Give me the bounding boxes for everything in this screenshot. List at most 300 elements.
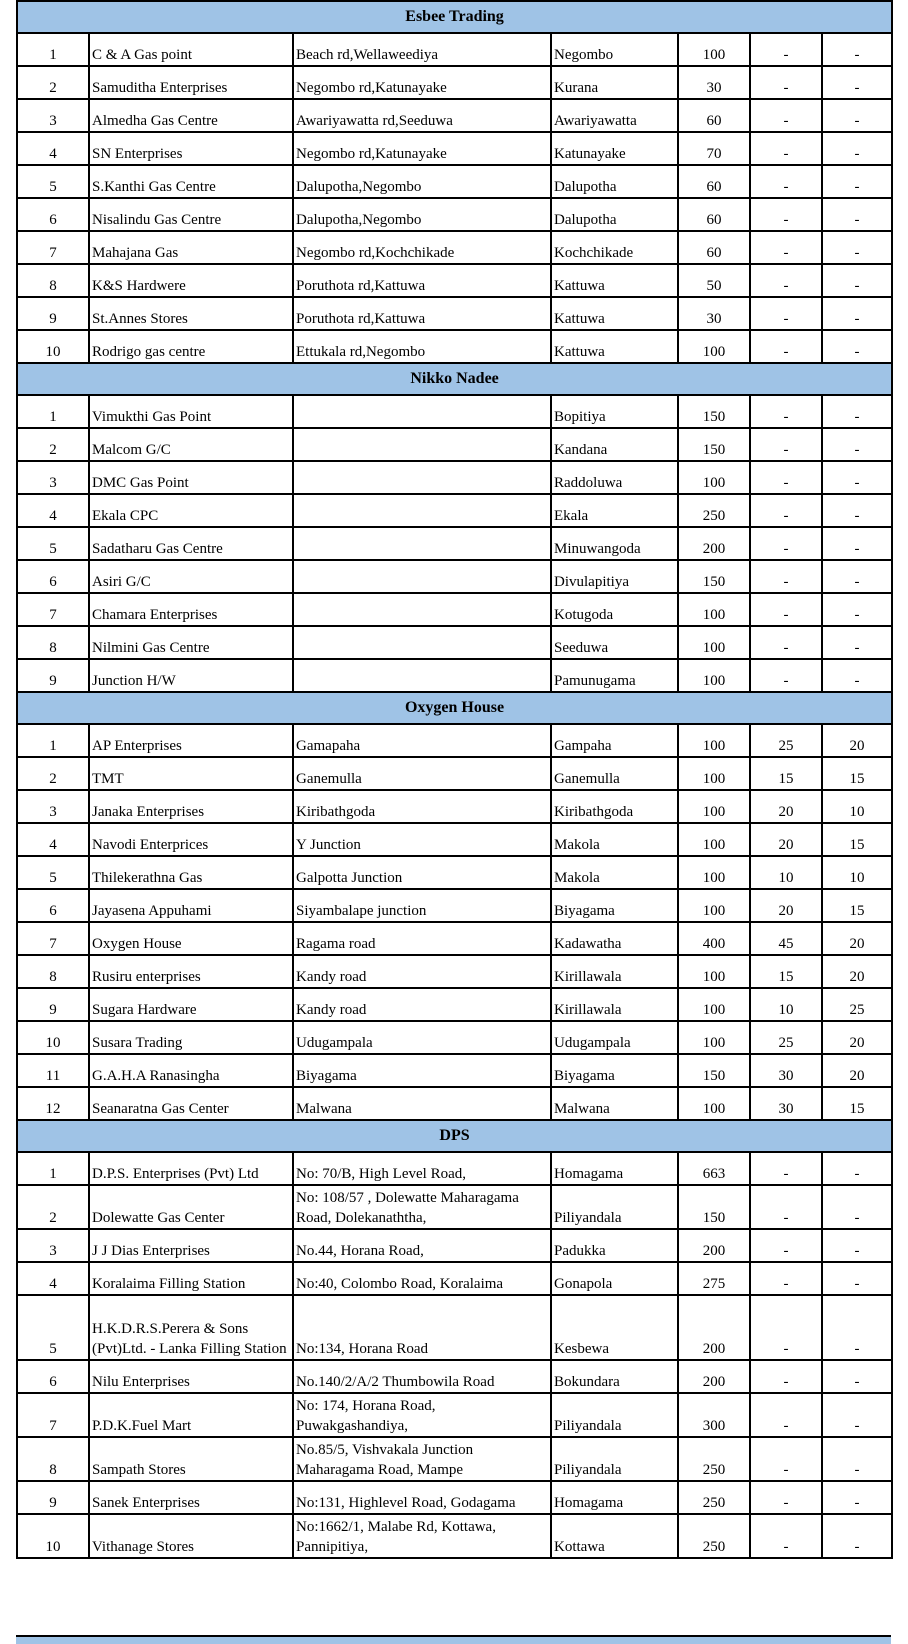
table-row (17, 1393, 892, 1437)
row-number: 9 (17, 1481, 89, 1514)
value-b: - (822, 659, 892, 692)
value-b: 20 (822, 1021, 892, 1054)
table-row (17, 132, 892, 165)
value-b: - (822, 1185, 892, 1229)
table-row (17, 165, 892, 198)
dealer-name: Sugara Hardware (89, 988, 293, 1021)
dealer-town: Bokundara (551, 1360, 678, 1393)
dealer-address (293, 560, 551, 593)
value-b: - (822, 99, 892, 132)
value-a: - (750, 165, 822, 198)
value-b: - (822, 1262, 892, 1295)
row-number: 4 (17, 1262, 89, 1295)
dealer-name: Thilekerathna Gas (89, 856, 293, 889)
row-number: 2 (17, 428, 89, 461)
section-header (17, 1120, 892, 1152)
value-a: 25 (750, 1021, 822, 1054)
value-b: - (822, 395, 892, 428)
dealer-name: Janaka Enterprises (89, 790, 293, 823)
dealer-name: Dolewatte Gas Center (89, 1185, 293, 1229)
table-row (17, 395, 892, 428)
table-row (17, 790, 892, 823)
row-number: 4 (17, 132, 89, 165)
table-row (17, 955, 892, 988)
dealer-name: Mahajana Gas (89, 231, 293, 264)
quantity: 100 (678, 757, 750, 790)
row-number: 3 (17, 461, 89, 494)
row-number: 5 (17, 527, 89, 560)
dealer-address: No.85/5, Vishvakala Junction Maharagama Road, Mampe (293, 1437, 551, 1481)
row-number: 1 (17, 33, 89, 66)
value-b: 20 (822, 955, 892, 988)
dealer-table (16, 0, 893, 1559)
dealer-name: SN Enterprises (89, 132, 293, 165)
table-row (17, 1514, 892, 1558)
dealer-town: Minuwangoda (551, 527, 678, 560)
value-a: - (750, 198, 822, 231)
row-number: 3 (17, 99, 89, 132)
quantity: 150 (678, 428, 750, 461)
value-b: - (822, 494, 892, 527)
value-b: 20 (822, 724, 892, 757)
value-b: - (822, 231, 892, 264)
dealer-town: Kattuwa (551, 264, 678, 297)
dealer-address: Y Junction (293, 823, 551, 856)
table-row (17, 264, 892, 297)
row-number: 6 (17, 198, 89, 231)
dealer-town: Kattuwa (551, 330, 678, 363)
dealer-name: Seanaratna Gas Center (89, 1087, 293, 1120)
dealer-address: No: 174, Horana Road, Puwakgashandiya, (293, 1393, 551, 1437)
value-b: - (822, 1514, 892, 1558)
table-row (17, 1262, 892, 1295)
quantity: 275 (678, 1262, 750, 1295)
value-a: - (750, 1262, 822, 1295)
table-row (17, 724, 892, 757)
dealer-address: No:40, Colombo Road, Koralaima (293, 1262, 551, 1295)
dealer-town: Makola (551, 856, 678, 889)
row-number: 9 (17, 659, 89, 692)
dealer-name: St.Annes Stores (89, 297, 293, 330)
quantity: 100 (678, 593, 750, 626)
dealer-town: Kiribathgoda (551, 790, 678, 823)
dealer-address: Ettukala rd,Negombo (293, 330, 551, 363)
row-number: 10 (17, 1514, 89, 1558)
value-a: - (750, 1152, 822, 1185)
dealer-town: Kirillawala (551, 955, 678, 988)
table-row (17, 1229, 892, 1262)
dealer-name: TMT (89, 757, 293, 790)
value-b: - (822, 560, 892, 593)
dealer-town: Kesbewa (551, 1295, 678, 1360)
dealer-address: Gamapaha (293, 724, 551, 757)
dealer-address: No.44, Horana Road, (293, 1229, 551, 1262)
value-a: - (750, 461, 822, 494)
dealer-address (293, 626, 551, 659)
value-a: 30 (750, 1087, 822, 1120)
value-a: - (750, 231, 822, 264)
dealer-town: Kirillawala (551, 988, 678, 1021)
dealer-address (293, 428, 551, 461)
row-number: 5 (17, 856, 89, 889)
dealer-address: Poruthota rd,Kattuwa (293, 297, 551, 330)
value-b: 15 (822, 757, 892, 790)
dealer-town: Piliyandala (551, 1185, 678, 1229)
section-title: Esbee Trading (17, 1, 892, 33)
quantity: 30 (678, 297, 750, 330)
dealer-name: Oxygen House (89, 922, 293, 955)
dealer-address: No.140/2/A/2 Thumbowila Road (293, 1360, 551, 1393)
dealer-town: Kandana (551, 428, 678, 461)
dealer-town: Kattuwa (551, 297, 678, 330)
quantity: 150 (678, 1054, 750, 1087)
row-number: 11 (17, 1054, 89, 1087)
row-number: 2 (17, 1185, 89, 1229)
value-a: 15 (750, 955, 822, 988)
value-a: - (750, 1185, 822, 1229)
dealer-name: Nilu Enterprises (89, 1360, 293, 1393)
row-number: 8 (17, 1437, 89, 1481)
quantity: 100 (678, 626, 750, 659)
dealer-name: Almedha Gas Centre (89, 99, 293, 132)
dealer-town: Makola (551, 823, 678, 856)
table-row (17, 66, 892, 99)
table-row (17, 757, 892, 790)
value-b: 15 (822, 823, 892, 856)
value-a: - (750, 560, 822, 593)
dealer-name: J J Dias Enterprises (89, 1229, 293, 1262)
section-title: Nikko Nadee (17, 363, 892, 395)
value-b: 10 (822, 856, 892, 889)
value-a: - (750, 1229, 822, 1262)
dealer-address: No:134, Horana Road (293, 1295, 551, 1360)
dealer-address (293, 494, 551, 527)
dealer-town: Negombo (551, 33, 678, 66)
dealer-address: Dalupotha,Negombo (293, 198, 551, 231)
dealer-address: No:131, Highlevel Road, Godagama (293, 1481, 551, 1514)
dealer-town: Kochchikade (551, 231, 678, 264)
dealer-name: Rodrigo gas centre (89, 330, 293, 363)
dealer-town: Ganemulla (551, 757, 678, 790)
table-row (17, 494, 892, 527)
table-row (17, 231, 892, 264)
table-row (17, 856, 892, 889)
table-row (17, 593, 892, 626)
table-row (17, 1481, 892, 1514)
dealer-name: Vimukthi Gas Point (89, 395, 293, 428)
value-b: - (822, 527, 892, 560)
row-number: 8 (17, 264, 89, 297)
table-row (17, 560, 892, 593)
dealer-name: H.K.D.R.S.Perera & Sons (Pvt)Ltd. - Lanka Filling Station (89, 1295, 293, 1360)
quantity: 100 (678, 330, 750, 363)
value-a: - (750, 66, 822, 99)
value-a: 10 (750, 988, 822, 1021)
value-a: 20 (750, 790, 822, 823)
dealer-address: Kandy road (293, 988, 551, 1021)
value-b: 20 (822, 922, 892, 955)
dealer-name: Navodi Enterprices (89, 823, 293, 856)
value-a: - (750, 659, 822, 692)
dealer-address (293, 527, 551, 560)
dealer-address (293, 593, 551, 626)
dealer-name: D.P.S. Enterprises (Pvt) Ltd (89, 1152, 293, 1185)
value-a: 20 (750, 823, 822, 856)
row-number: 1 (17, 724, 89, 757)
table-row (17, 99, 892, 132)
row-number: 8 (17, 955, 89, 988)
dealer-town: Seeduwa (551, 626, 678, 659)
row-number: 6 (17, 889, 89, 922)
dealer-town: Bopitiya (551, 395, 678, 428)
quantity: 150 (678, 560, 750, 593)
row-number: 9 (17, 988, 89, 1021)
quantity: 200 (678, 527, 750, 560)
value-a: - (750, 395, 822, 428)
quantity: 100 (678, 889, 750, 922)
quantity: 150 (678, 395, 750, 428)
next-section-header-partial (16, 1635, 891, 1644)
value-b: - (822, 66, 892, 99)
dealer-town: Kurana (551, 66, 678, 99)
quantity: 30 (678, 66, 750, 99)
value-a: 20 (750, 889, 822, 922)
value-b: - (822, 165, 892, 198)
dealer-name: Vithanage Stores (89, 1514, 293, 1558)
table-row (17, 1087, 892, 1120)
value-b: - (822, 198, 892, 231)
dealer-name: G.A.H.A Ranasingha (89, 1054, 293, 1087)
dealer-address: Siyambalape junction (293, 889, 551, 922)
value-a: - (750, 99, 822, 132)
value-b: - (822, 1393, 892, 1437)
table-row (17, 1152, 892, 1185)
quantity: 250 (678, 1437, 750, 1481)
value-b: - (822, 461, 892, 494)
dealer-address: No:1662/1, Malabe Rd, Kottawa, Pannipitiya, (293, 1514, 551, 1558)
value-a: 15 (750, 757, 822, 790)
dealer-town: Piliyandala (551, 1437, 678, 1481)
dealer-town: Piliyandala (551, 1393, 678, 1437)
dealer-address: Ragama road (293, 922, 551, 955)
value-a: - (750, 33, 822, 66)
value-b: 15 (822, 889, 892, 922)
section-header (17, 363, 892, 395)
quantity: 663 (678, 1152, 750, 1185)
quantity: 50 (678, 264, 750, 297)
table-row (17, 330, 892, 363)
dealer-town: Divulapitiya (551, 560, 678, 593)
dealer-town: Raddoluwa (551, 461, 678, 494)
value-a: 45 (750, 922, 822, 955)
dealer-name: Sanek Enterprises (89, 1481, 293, 1514)
quantity: 100 (678, 790, 750, 823)
dealer-town: Katunayake (551, 132, 678, 165)
quantity: 100 (678, 988, 750, 1021)
dealer-name: Samuditha Enterprises (89, 66, 293, 99)
table-row (17, 461, 892, 494)
row-number: 7 (17, 922, 89, 955)
value-b: 10 (822, 790, 892, 823)
dealer-address (293, 395, 551, 428)
row-number: 1 (17, 395, 89, 428)
dealer-town: Kotugoda (551, 593, 678, 626)
table-row (17, 659, 892, 692)
dealer-address: No: 108/57 , Dolewatte Maharagama Road, Dolekanaththa, (293, 1185, 551, 1229)
value-a: - (750, 1295, 822, 1360)
table-row (17, 198, 892, 231)
dealer-address: Kiribathgoda (293, 790, 551, 823)
dealer-address: Galpotta Junction (293, 856, 551, 889)
value-b: 25 (822, 988, 892, 1021)
dealer-name: Asiri G/C (89, 560, 293, 593)
dealer-name: Koralaima Filling Station (89, 1262, 293, 1295)
quantity: 60 (678, 99, 750, 132)
dealer-name: P.D.K.Fuel Mart (89, 1393, 293, 1437)
dealer-town: Malwana (551, 1087, 678, 1120)
row-number: 4 (17, 494, 89, 527)
quantity: 250 (678, 1481, 750, 1514)
dealer-town: Kadawatha (551, 922, 678, 955)
value-b: - (822, 330, 892, 363)
row-number: 7 (17, 1393, 89, 1437)
table-row (17, 1021, 892, 1054)
row-number: 10 (17, 1021, 89, 1054)
value-a: - (750, 494, 822, 527)
dealer-town: Ekala (551, 494, 678, 527)
quantity: 100 (678, 461, 750, 494)
value-b: - (822, 428, 892, 461)
dealer-address: Kandy road (293, 955, 551, 988)
quantity: 200 (678, 1229, 750, 1262)
quantity: 250 (678, 1514, 750, 1558)
dealer-address: Ganemulla (293, 757, 551, 790)
dealer-name: Nilmini Gas Centre (89, 626, 293, 659)
value-b: - (822, 264, 892, 297)
value-b: 15 (822, 1087, 892, 1120)
dealer-town: Dalupotha (551, 198, 678, 231)
row-number: 6 (17, 560, 89, 593)
table-row (17, 527, 892, 560)
value-b: - (822, 297, 892, 330)
value-a: 25 (750, 724, 822, 757)
table-row (17, 1437, 892, 1481)
quantity: 100 (678, 856, 750, 889)
value-a: 10 (750, 856, 822, 889)
dealer-address: Beach rd,Wellaweediya (293, 33, 551, 66)
dealer-name: C & A Gas point (89, 33, 293, 66)
dealer-name: Jayasena Appuhami (89, 889, 293, 922)
value-b: - (822, 1437, 892, 1481)
dealer-town: Pamunugama (551, 659, 678, 692)
row-number: 2 (17, 757, 89, 790)
dealer-town: Gampaha (551, 724, 678, 757)
value-a: - (750, 1514, 822, 1558)
row-number: 7 (17, 593, 89, 626)
table-row (17, 1295, 892, 1360)
dealer-town: Awariyawatta (551, 99, 678, 132)
quantity: 400 (678, 922, 750, 955)
quantity: 60 (678, 165, 750, 198)
section-title: DPS (17, 1120, 892, 1152)
dealer-address: Poruthota rd,Kattuwa (293, 264, 551, 297)
value-b: - (822, 593, 892, 626)
dealer-name: S.Kanthi Gas Centre (89, 165, 293, 198)
dealer-name: Junction H/W (89, 659, 293, 692)
table-row (17, 1185, 892, 1229)
table-row (17, 33, 892, 66)
quantity: 300 (678, 1393, 750, 1437)
dealer-name: Sadatharu Gas Centre (89, 527, 293, 560)
row-number: 1 (17, 1152, 89, 1185)
value-a: - (750, 330, 822, 363)
dealer-town: Kottawa (551, 1514, 678, 1558)
table-row (17, 428, 892, 461)
dealer-address: No: 70/B, High Level Road, (293, 1152, 551, 1185)
value-a: - (750, 428, 822, 461)
table-row (17, 988, 892, 1021)
quantity: 200 (678, 1295, 750, 1360)
dealer-address: Negombo rd,Katunayake (293, 66, 551, 99)
value-b: - (822, 1295, 892, 1360)
dealer-town: Padukka (551, 1229, 678, 1262)
row-number: 2 (17, 66, 89, 99)
dealer-address: Negombo rd,Kochchikade (293, 231, 551, 264)
dealer-town: Gonapola (551, 1262, 678, 1295)
value-a: - (750, 297, 822, 330)
dealer-town: Homagama (551, 1481, 678, 1514)
dealer-name: Rusiru enterprises (89, 955, 293, 988)
dealer-name: Ekala CPC (89, 494, 293, 527)
quantity: 100 (678, 823, 750, 856)
dealer-address: Awariyawatta rd,Seeduwa (293, 99, 551, 132)
dealer-name: Malcom G/C (89, 428, 293, 461)
value-b: - (822, 132, 892, 165)
quantity: 100 (678, 724, 750, 757)
row-number: 7 (17, 231, 89, 264)
quantity: 60 (678, 231, 750, 264)
section-header (17, 692, 892, 724)
dealer-address: Udugampala (293, 1021, 551, 1054)
value-a: - (750, 1360, 822, 1393)
row-number: 3 (17, 790, 89, 823)
dealer-address: Negombo rd,Katunayake (293, 132, 551, 165)
quantity: 100 (678, 1087, 750, 1120)
dealer-town: Biyagama (551, 1054, 678, 1087)
dealer-address (293, 659, 551, 692)
quantity: 100 (678, 33, 750, 66)
value-b: - (822, 1481, 892, 1514)
quantity: 150 (678, 1185, 750, 1229)
dealer-town: Udugampala (551, 1021, 678, 1054)
quantity: 100 (678, 659, 750, 692)
dealer-name: Susara Trading (89, 1021, 293, 1054)
dealer-name: Sampath Stores (89, 1437, 293, 1481)
dealer-town: Biyagama (551, 889, 678, 922)
dealer-address (293, 461, 551, 494)
value-a: - (750, 1481, 822, 1514)
value-a: - (750, 626, 822, 659)
table-row (17, 1054, 892, 1087)
row-number: 12 (17, 1087, 89, 1120)
dealer-town: Dalupotha (551, 165, 678, 198)
dealer-name: Nisalindu Gas Centre (89, 198, 293, 231)
dealer-name: AP Enterprises (89, 724, 293, 757)
quantity: 250 (678, 494, 750, 527)
row-number: 5 (17, 165, 89, 198)
row-number: 10 (17, 330, 89, 363)
quantity: 100 (678, 1021, 750, 1054)
